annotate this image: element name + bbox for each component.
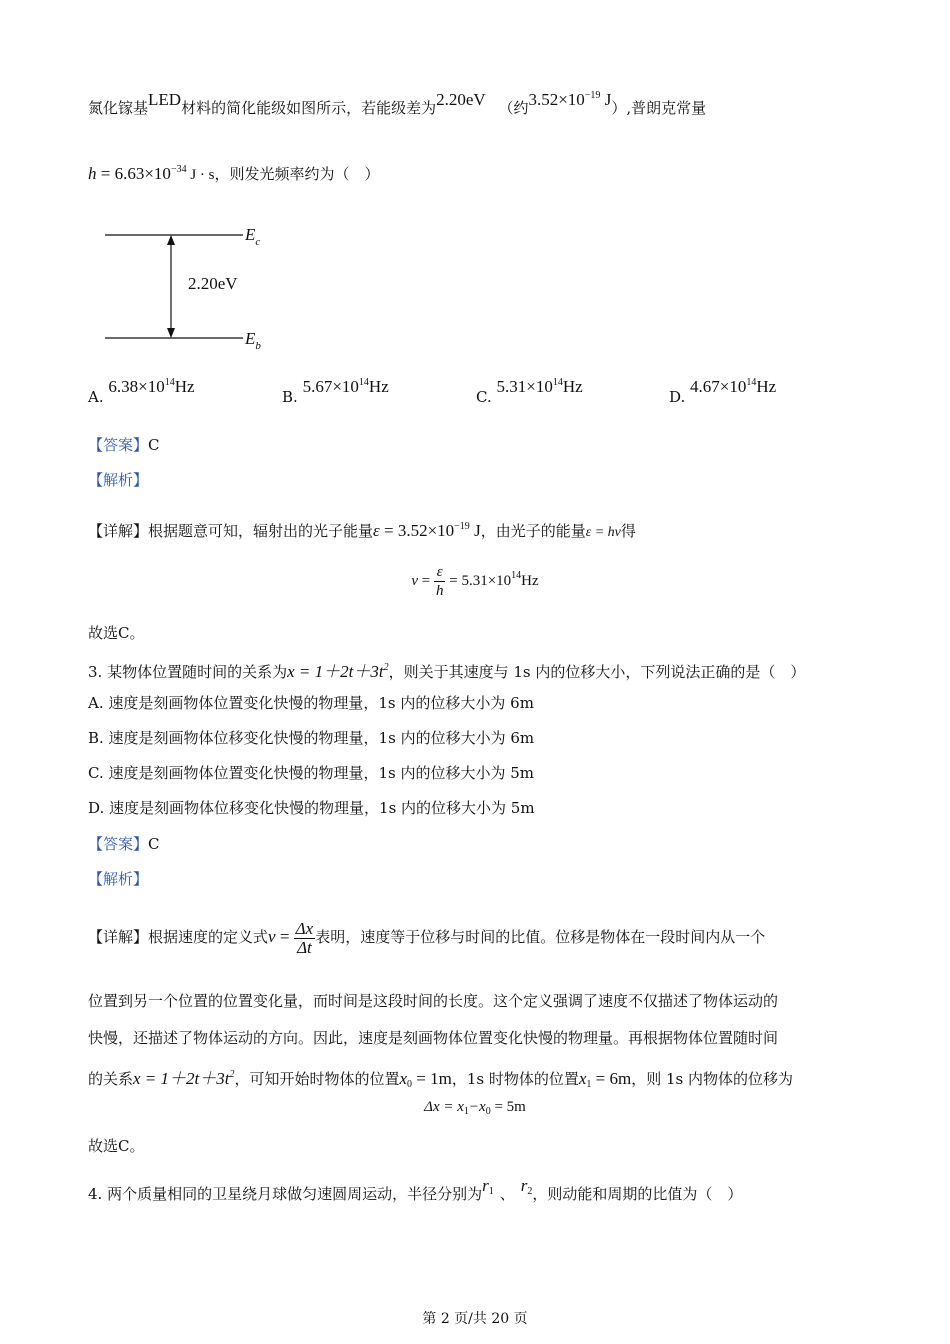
q3-option-c: C. 速度是刻画物体位置变化快慢的物理量，1s 内的位移大小为 5m [88,764,535,782]
q2-equation: ν = $\frac{\varepsilon}{h}$ = $5.31\times 10^{14}Hz$ [411,564,539,599]
q3-option-d: D. 速度是刻画物体位移变化快慢的物理量，1s 内的位移大小为 5m [88,799,535,817]
q3-detail-line2: 位置到另一个位置的位置变化量，而时间是这段时间的长度。这个定义强调了速度不仅描述了物体运动的 [88,992,779,1010]
q3-detail-line4: 的关系$x = 1+2t+3t^2$，可知开始时物体的位置$x_0 = 1m$，1s 时物体的位置$x_1 = 6m$，则 1s 内物体的位移为 [88,1069,794,1090]
page-footer: 第 2 页/共 20 页 [422,1311,528,1327]
svg-text:Eb [244,329,261,352]
q2-option-c: C. $5.31\times 10^{14}Hz$ [476,377,583,406]
arrow-head-down [167,328,175,338]
q2-answer: 【答案】C [88,436,160,454]
q3-conclusion: 故选C。 [88,1137,145,1155]
q2-stem-line2: $h = 6.63\times 10^{-34}$ J · s，则发光频率约为（ ） [88,164,380,183]
upper-level-sub: c [255,236,261,248]
svg-text:Ec [244,225,260,248]
q2-option-b: B. $5.67\times 10^{14}Hz$ [282,377,389,406]
q3-analysis-tag: 【解析】 [88,870,149,888]
q2-analysis-tag: 【解析】 [88,471,149,489]
q3-answer: 【答案】C [88,835,160,853]
gap-label: 2.20eV [188,274,238,293]
q3-stem: 3. 某物体位置随时间的关系为$x = 1+2t+3t^2$，则关于其速度与 1s 内的位移大小，下列说法正确的是（ ） [88,662,806,681]
q2-detail: 【详解】根据题意可知，辐射出的光子能量$\varepsilon = 3.52\times 10^{-19}$ J，由光子的能量ε = hν得 [88,521,636,540]
q3-detail-line3: 快慢，还描述了物体运动的方向。因此，速度是刻画物体位置变化快慢的物理量。再根据物体位置随时间 [88,1029,779,1047]
energy-level-diagram [100,218,280,358]
arrow-head-up [167,235,175,245]
lower-level-sub: b [255,340,261,352]
q2-option-d: D. $4.67\times 10^{14}Hz$ [669,377,777,406]
q4-stem: 4. 两个质量相同的卫星绕月球做匀速圆周运动，半径分别为$r_1$ 、 $r_2$，则动能和周期的比值为（ ） [88,1176,743,1203]
upper-level-label: E [245,225,256,244]
q2-stem-line1: 氮化镓基LED材料的简化能级如图所示，若能级差为2.20eV （约$3.52\times 10^{-19}$ J）,普朗克常量 [88,90,707,117]
q2-option-a: A. $6.38\times 10^{14}Hz$ [88,377,195,406]
q3-detail-line1: 【详解】根据速度的定义式v = $\frac{\Delta x}{\Delta t}$ 表明，速度等于位移与时间的比值。位移是物体在一段时间内从一个 [88,918,766,957]
q3-option-a: A. 速度是刻画物体位置变化快慢的物理量，1s 内的位移大小为 6m [88,694,534,712]
q2-conclusion: 故选C。 [88,624,145,642]
q3-option-b: B. 速度是刻画物体位移变化快慢的物理量，1s 内的位移大小为 6m [88,729,535,747]
lower-level-label: E [245,329,256,348]
q3-equation: $\Delta x = x_1-x_0 = 5m$ [424,1099,526,1117]
